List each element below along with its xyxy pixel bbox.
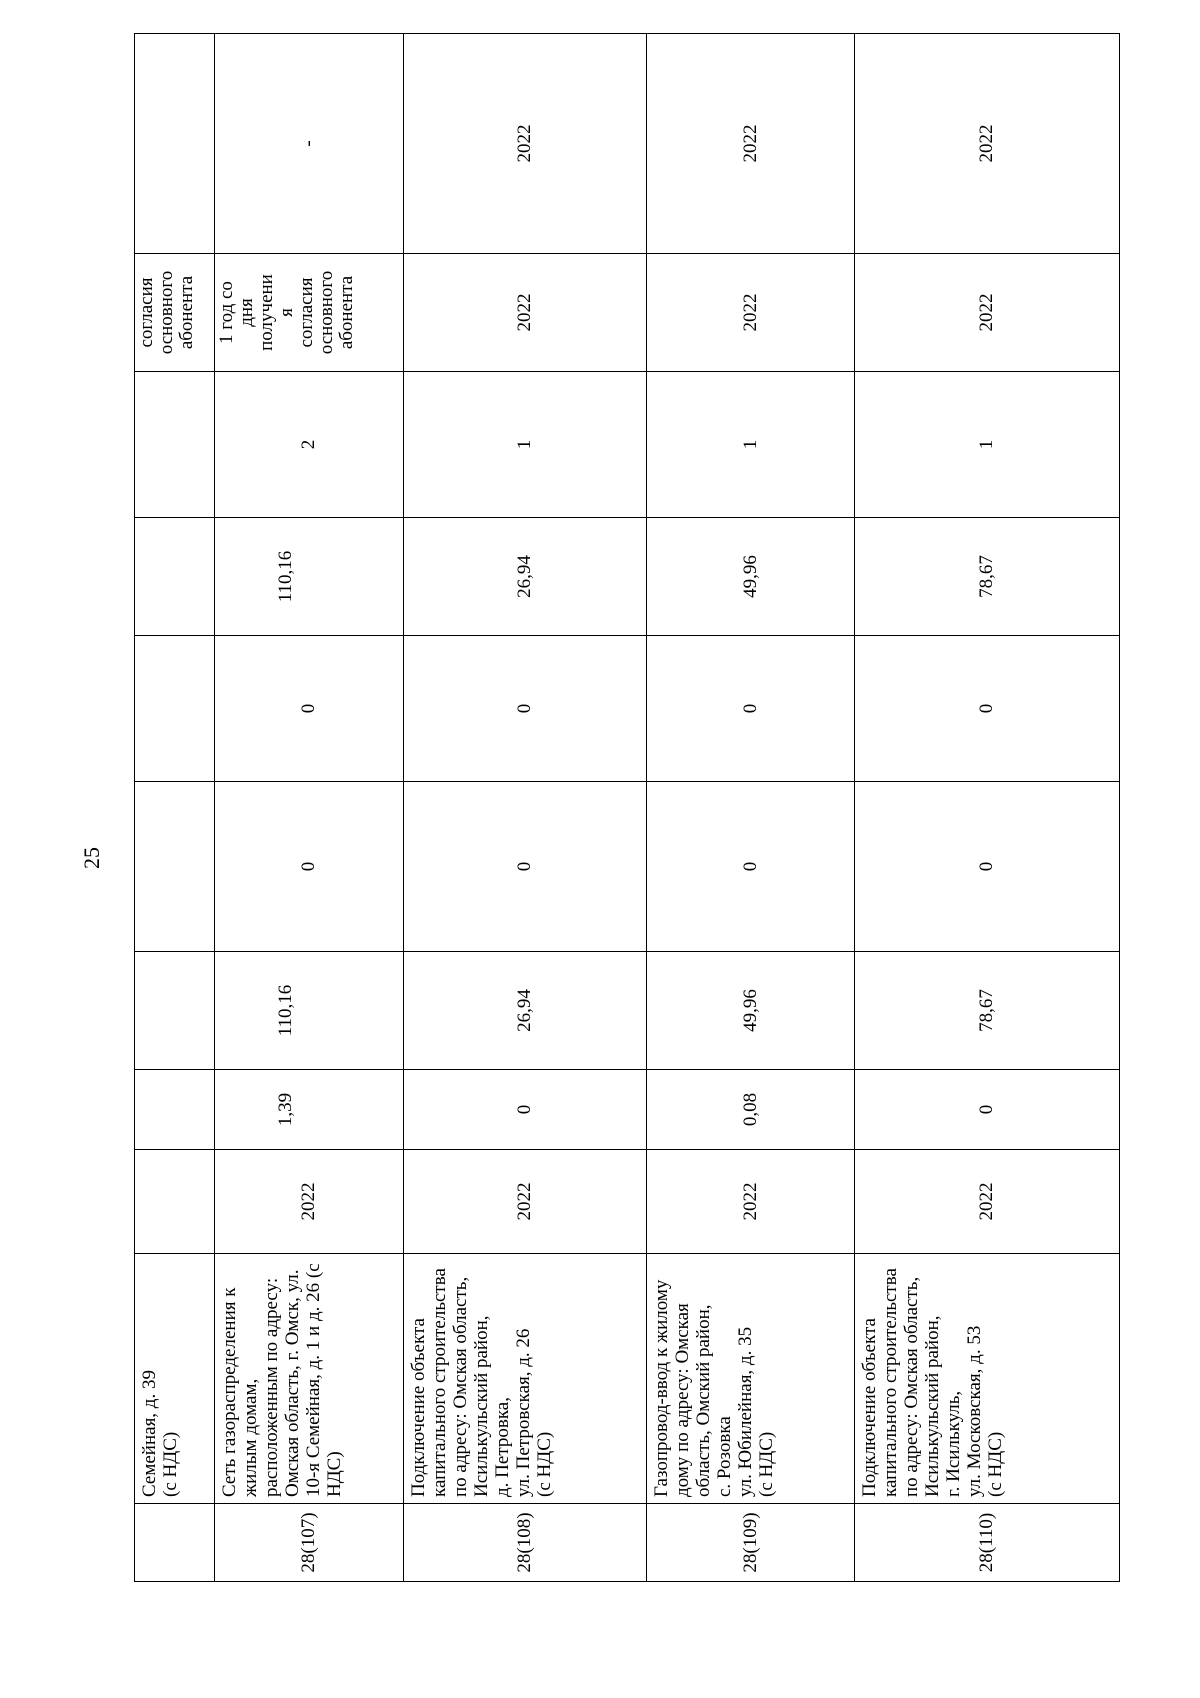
cell-c8: 2 — [214, 372, 403, 518]
cell-term: согласия основного абонента — [135, 254, 215, 372]
cell-c5: 0 — [403, 782, 647, 952]
cell-c3: 0 — [403, 1070, 647, 1150]
cell-address: Сеть газораспределения к жилым домам, расположенным по адресу: Омская область, г. Омск, ул. 10-я Семейная, д. 1 и д. 26 (с НДС) — [214, 1254, 403, 1504]
cell-c3: 0,08 — [647, 1070, 855, 1150]
cell-address: Подключение объекта капитального строительства по адресу: Омская область, Исилькульский район, г. Исилькуль, ул. Московская, д. 53 (с НДС) — [855, 1254, 1120, 1504]
cell-num: 28(110) — [855, 1504, 1120, 1582]
cell-c6: 0 — [403, 636, 647, 782]
cell-c8: 1 — [647, 372, 855, 518]
cell-c5: 0 — [214, 782, 403, 952]
cell-c8: 1 — [855, 372, 1120, 518]
cell-address: Семейная, д. 39 (с НДС) — [135, 1254, 215, 1504]
cell-address: Газопровод-ввод к жилому дому по адресу: Омская область, Омский район, с. Розовка ул. Юбилейная, д. 35 (с НДС) — [647, 1254, 855, 1504]
cell-term: 2022 — [403, 254, 647, 372]
cell-c7: 110,16 — [214, 518, 403, 636]
cell-term: 1 год со дня получени я согласия основного абонента — [214, 254, 403, 372]
cell-c4: 26,94 — [403, 952, 647, 1070]
cell-c10: 2022 — [647, 34, 855, 254]
table-row — [647, 34, 855, 1582]
cell-address: Подключение объекта капитального строительства по адресу: Омская область, Исилькульский район, д. Петровка, ул. Петровская, д. 26 (с НДС) — [403, 1254, 647, 1504]
cell-num — [135, 1504, 215, 1582]
cell-year: 2022 — [855, 1150, 1120, 1254]
cell-c5: 0 — [647, 782, 855, 952]
cell-num: 28(109) — [647, 1504, 855, 1582]
cell-c6: 0 — [214, 636, 403, 782]
cell-year: 2022 — [403, 1150, 647, 1254]
cell-c6: 0 — [647, 636, 855, 782]
cell-c10: - — [214, 34, 403, 254]
cell-c4: 110,16 — [214, 952, 403, 1070]
cell-num: 28(108) — [403, 1504, 647, 1582]
cell-year: 2022 — [647, 1150, 855, 1254]
cell-term: 2022 — [647, 254, 855, 372]
cell-c7: 78,67 — [855, 518, 1120, 636]
table-row-continuation — [135, 34, 215, 1582]
cell-c4: 78,67 — [855, 952, 1120, 1070]
cell-c4 — [135, 952, 215, 1070]
table-row — [855, 34, 1120, 1582]
cell-c5: 0 — [855, 782, 1120, 952]
cell-c10: 2022 — [855, 34, 1120, 254]
cell-c8 — [135, 372, 215, 518]
cell-c8: 1 — [403, 372, 647, 518]
cell-term: 2022 — [855, 254, 1120, 372]
cell-c7: 26,94 — [403, 518, 647, 636]
cell-num: 28(107) — [214, 1504, 403, 1582]
cell-c10: 2022 — [403, 34, 647, 254]
cell-c6: 0 — [855, 636, 1120, 782]
investment-table-container — [134, 34, 1120, 1582]
cell-c10 — [135, 34, 215, 254]
page-number: 25 — [79, 847, 104, 869]
cell-c6 — [135, 636, 215, 782]
table-row — [214, 34, 403, 1582]
cell-year: 2022 — [214, 1150, 403, 1254]
cell-year — [135, 1150, 215, 1254]
cell-c3: 0 — [855, 1070, 1120, 1150]
cell-c3: 1,39 — [214, 1070, 403, 1150]
cell-c7 — [135, 518, 215, 636]
investment-table — [134, 33, 1120, 1582]
cell-c7: 49,96 — [647, 518, 855, 636]
table-row — [403, 34, 647, 1582]
cell-c5 — [135, 782, 215, 952]
cell-c3 — [135, 1070, 215, 1150]
cell-c4: 49,96 — [647, 952, 855, 1070]
